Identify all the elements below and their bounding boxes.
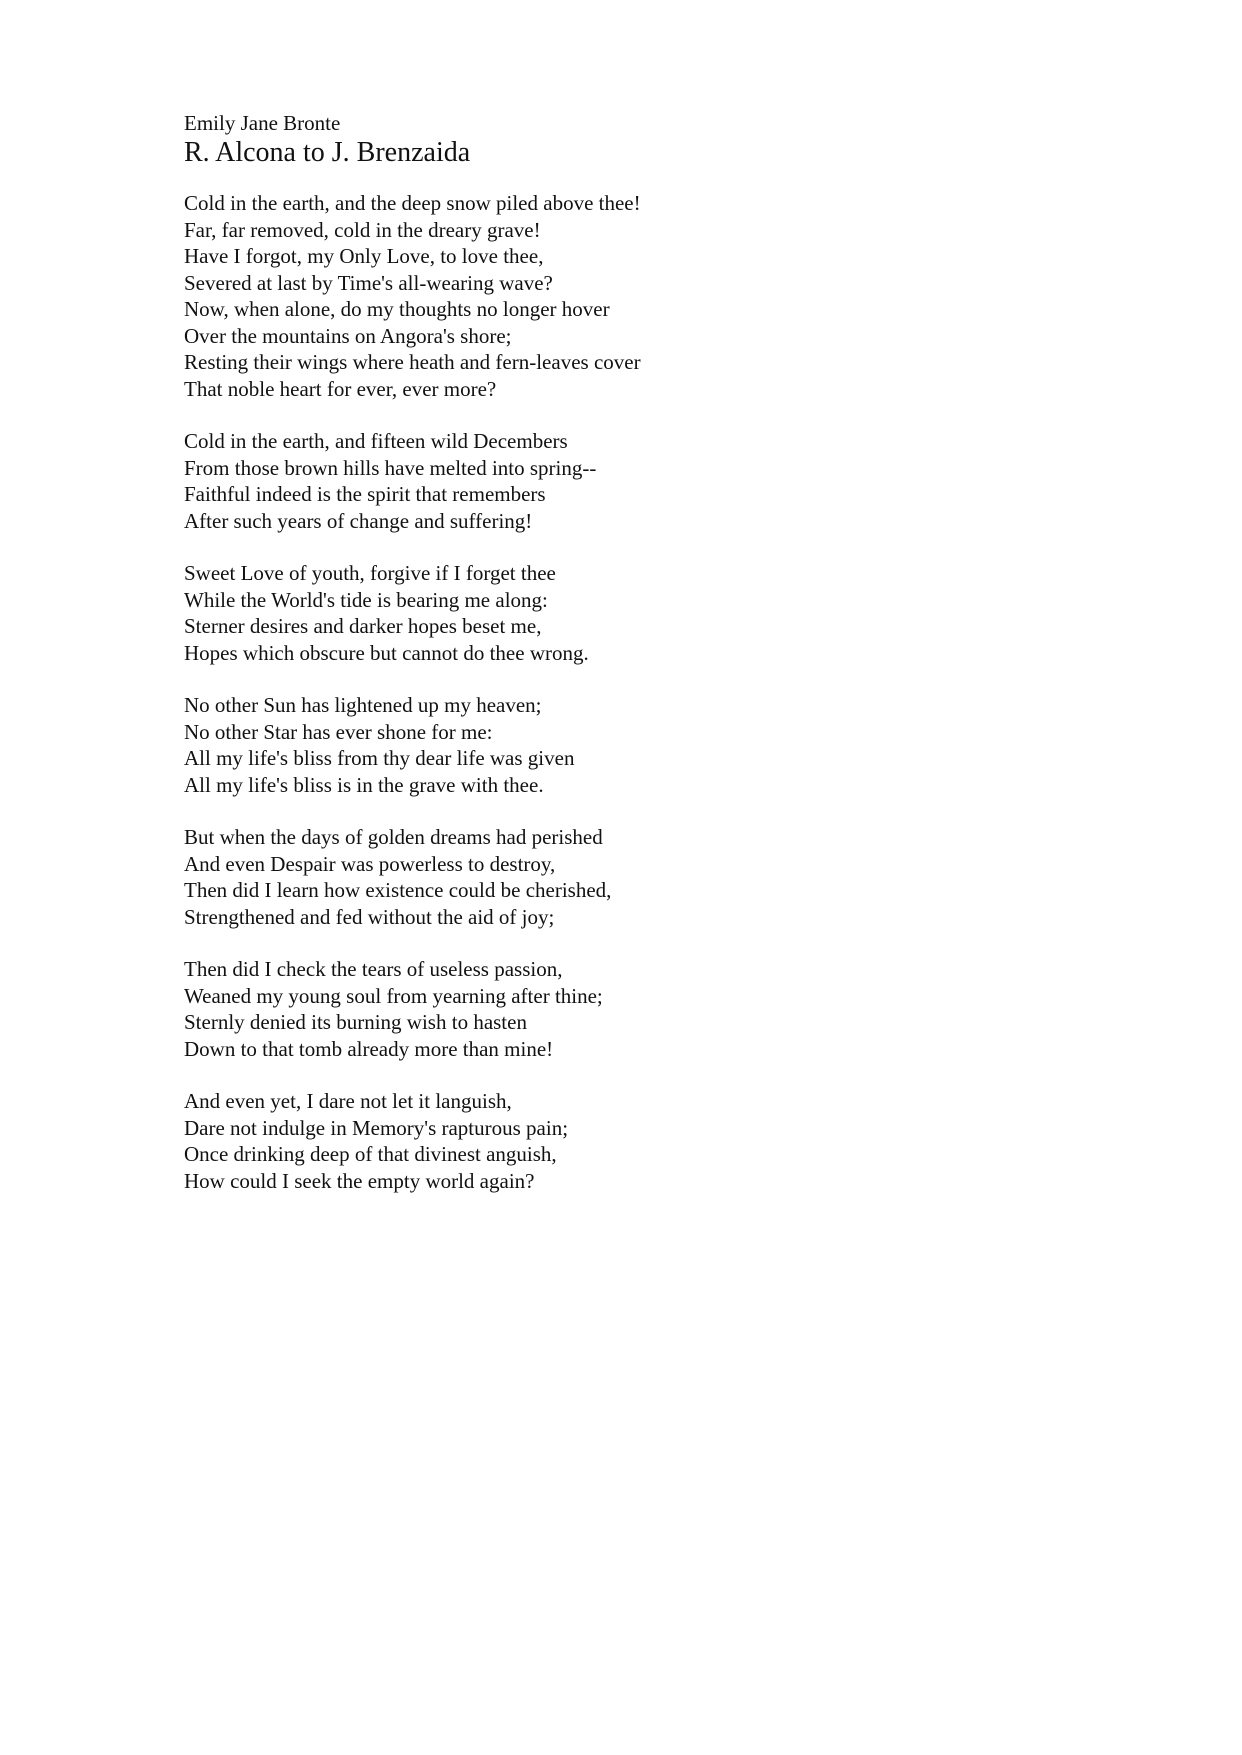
poem-line: Severed at last by Time's all-wearing wave? <box>184 270 553 295</box>
stanza <box>184 428 1084 534</box>
poem-line: Then did I learn how existence could be cherished, <box>184 878 612 902</box>
stanza <box>184 692 1084 798</box>
poem-line: Cold in the earth, and fifteen wild Decembers <box>184 429 568 453</box>
author-name: Emily Jane Bronte <box>184 111 341 135</box>
poem-line: That noble heart for ever, ever more? <box>184 376 497 401</box>
poem-line: Resting their wings where heath and fern-leaves cover <box>184 350 641 374</box>
poem-line: After such years of change and suffering! <box>184 508 533 533</box>
poem-line: Sternly denied its burning wish to hasten <box>184 1010 527 1034</box>
poem-line: How could I seek the empty world again? <box>184 1168 535 1193</box>
poem-line: Now, when alone, do my thoughts no longer hover <box>184 297 610 321</box>
poem-line: Once drinking deep of that divinest anguish, <box>184 1142 557 1166</box>
poem-line: And even yet, I dare not let it languish, <box>184 1089 512 1113</box>
poem-line: No other Star has ever shone for me: <box>184 719 493 744</box>
poem-line: Sweet Love of youth, forgive if I forget thee <box>184 561 556 585</box>
document-page <box>184 110 1084 1220</box>
poem-line: All my life's bliss is in the grave with thee. <box>184 772 544 797</box>
stanza <box>184 1088 1084 1194</box>
poem-line: Dare not indulge in Memory's rapturous pain; <box>184 1115 569 1140</box>
poem-line: Have I forgot, my Only Love, to love thee, <box>184 244 544 268</box>
poem-line: Then did I check the tears of useless passion, <box>184 957 563 981</box>
stanza <box>184 956 1084 1062</box>
poem-line: Cold in the earth, and the deep snow piled above thee! <box>184 191 641 215</box>
poem-line: Weaned my young soul from yearning after thine; <box>184 983 603 1008</box>
poem-title: R. Alcona to J. Brenzaida <box>184 137 471 168</box>
poem-line: Sterner desires and darker hopes beset me, <box>184 614 542 638</box>
stanza <box>184 190 1084 402</box>
poem-line: And even Despair was powerless to destroy, <box>184 851 556 876</box>
poem-line: But when the days of golden dreams had perished <box>184 825 603 849</box>
poem-line: From those brown hills have melted into spring-- <box>184 455 597 480</box>
poem-line: Down to that tomb already more than mine! <box>184 1036 554 1061</box>
poem-body <box>184 190 1084 1194</box>
poem-line: Far, far removed, cold in the dreary grave! <box>184 217 541 242</box>
poem-line: All my life's bliss from thy dear life was given <box>184 746 575 770</box>
poem-line: Faithful indeed is the spirit that remembers <box>184 482 546 506</box>
poem-line: Over the mountains on Angora's shore; <box>184 323 512 348</box>
poem-line: While the World's tide is bearing me along: <box>184 587 548 612</box>
stanza <box>184 560 1084 666</box>
poem-line: Hopes which obscure but cannot do thee wrong. <box>184 640 589 665</box>
poem-line: No other Sun has lightened up my heaven; <box>184 693 542 717</box>
stanza <box>184 824 1084 930</box>
poem-line: Strengthened and fed without the aid of joy; <box>184 904 555 929</box>
